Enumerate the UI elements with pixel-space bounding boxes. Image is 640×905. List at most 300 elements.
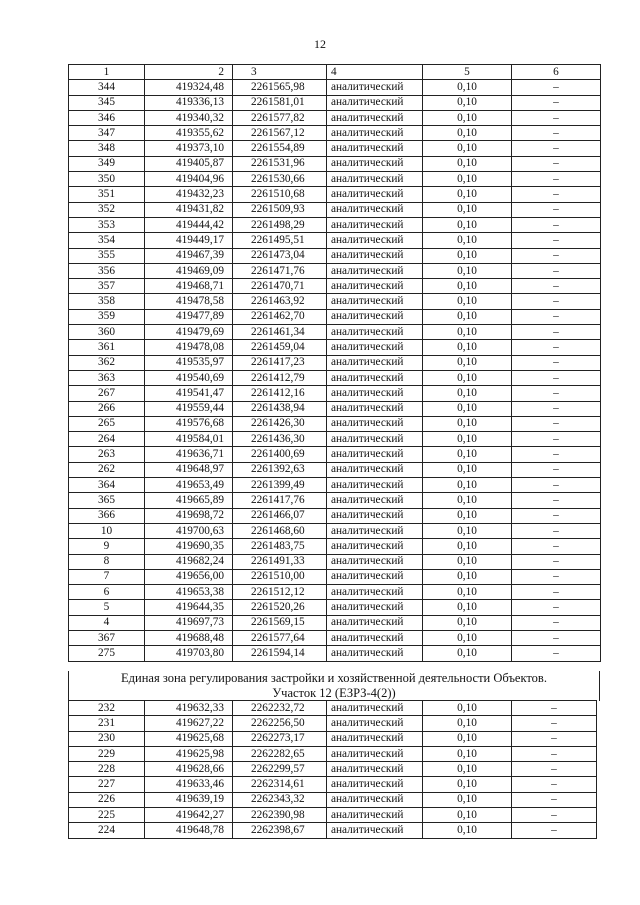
- cell-col-1: 9: [69, 539, 145, 554]
- cell-col-4: аналитический: [327, 386, 423, 401]
- cell-col-2: 419404,96: [145, 172, 233, 187]
- cell-col-6: –: [512, 156, 601, 171]
- cell-col-3: 2261426,30: [233, 416, 327, 431]
- cell-col-2: 419432,23: [145, 187, 233, 202]
- cell-col-6: –: [512, 808, 597, 823]
- cell-col-5: 0,10: [423, 156, 512, 171]
- cell-col-3: 2261495,51: [233, 233, 327, 248]
- cell-col-6: –: [512, 731, 597, 746]
- cell-col-4: аналитический: [327, 110, 423, 125]
- cell-col-5: 0,10: [423, 355, 512, 370]
- cell-col-4: аналитический: [327, 370, 423, 385]
- cell-col-6: –: [512, 172, 601, 187]
- cell-col-5: 0,10: [423, 126, 512, 141]
- cell-col-3: 2261412,79: [233, 370, 327, 385]
- cell-col-6: –: [512, 80, 601, 95]
- cell-col-2: 419469,09: [145, 263, 233, 278]
- cell-col-6: –: [512, 447, 601, 462]
- cell-col-5: 0,10: [423, 823, 512, 838]
- table-row: [69, 493, 601, 508]
- cell-col-2: 419698,72: [145, 508, 233, 523]
- cell-col-1: 232: [69, 701, 145, 716]
- cell-col-4: аналитический: [327, 523, 423, 538]
- table-row: [69, 217, 601, 232]
- cell-col-3: 2261531,96: [233, 156, 327, 171]
- table-row: [69, 248, 601, 263]
- cell-col-3: 2261510,68: [233, 187, 327, 202]
- cell-col-5: 0,10: [423, 762, 512, 777]
- table-row: [69, 462, 601, 477]
- cell-col-5: 0,10: [423, 325, 512, 340]
- cell-col-2: 419703,80: [145, 646, 233, 661]
- cell-col-5: 0,10: [423, 432, 512, 447]
- cell-col-6: –: [512, 248, 601, 263]
- cell-col-3: 2261473,04: [233, 248, 327, 263]
- cell-col-2: 419632,33: [145, 701, 233, 716]
- cell-col-3: 2261461,34: [233, 325, 327, 340]
- cell-col-5: 0,10: [423, 630, 512, 645]
- cell-col-6: –: [512, 539, 601, 554]
- cell-col-5: 0,10: [423, 416, 512, 431]
- cell-col-2: 419697,73: [145, 615, 233, 630]
- table-row: [69, 202, 601, 217]
- cell-col-2: 419690,35: [145, 539, 233, 554]
- cell-col-1: 5: [69, 600, 145, 615]
- table-row: [69, 233, 601, 248]
- cell-col-4: аналитический: [327, 554, 423, 569]
- cell-col-4: аналитический: [327, 233, 423, 248]
- cell-col-1: 364: [69, 478, 145, 493]
- cell-col-2: 419431,82: [145, 202, 233, 217]
- cell-col-6: –: [512, 309, 601, 324]
- cell-col-2: 419340,32: [145, 110, 233, 125]
- cell-col-6: –: [512, 355, 601, 370]
- cell-col-2: 2: [145, 65, 233, 80]
- cell-col-6: –: [512, 370, 601, 385]
- table-row: [69, 762, 597, 777]
- cell-col-3: 2261466,07: [233, 508, 327, 523]
- cell-col-2: 419324,48: [145, 80, 233, 95]
- cell-col-1: 229: [69, 746, 145, 761]
- cell-col-1: 357: [69, 279, 145, 294]
- cell-col-6: –: [512, 701, 597, 716]
- cell-col-2: 419541,47: [145, 386, 233, 401]
- cell-col-5: 0,10: [423, 233, 512, 248]
- cell-col-1: 358: [69, 294, 145, 309]
- cell-col-6: 6: [512, 65, 601, 80]
- cell-col-1: 262: [69, 462, 145, 477]
- cell-col-5: 0,10: [423, 539, 512, 554]
- cell-col-3: 2261462,70: [233, 309, 327, 324]
- cell-col-4: аналитический: [327, 95, 423, 110]
- cell-col-2: 419665,89: [145, 493, 233, 508]
- table-row: [69, 172, 601, 187]
- cell-col-6: –: [512, 217, 601, 232]
- cell-col-2: 419682,24: [145, 554, 233, 569]
- cell-col-1: 267: [69, 386, 145, 401]
- cell-col-2: 419627,22: [145, 716, 233, 731]
- cell-col-3: 2261417,23: [233, 355, 327, 370]
- cell-col-4: аналитический: [327, 808, 423, 823]
- cell-col-1: 367: [69, 630, 145, 645]
- cell-col-5: 0,10: [423, 777, 512, 792]
- cell-col-5: 0,10: [423, 370, 512, 385]
- cell-col-6: –: [512, 523, 601, 538]
- cell-col-3: 2261554,89: [233, 141, 327, 156]
- cell-col-3: 2261463,92: [233, 294, 327, 309]
- table-row: [69, 110, 601, 125]
- cell-col-6: –: [512, 279, 601, 294]
- cell-col-2: 419648,78: [145, 823, 233, 838]
- cell-col-5: 0,10: [423, 615, 512, 630]
- cell-col-1: 352: [69, 202, 145, 217]
- cell-col-6: –: [512, 401, 601, 416]
- cell-col-5: 0,10: [423, 792, 512, 807]
- table-row: [69, 187, 601, 202]
- cell-col-1: 355: [69, 248, 145, 263]
- table-row: [69, 508, 601, 523]
- cell-col-2: 419336,13: [145, 95, 233, 110]
- cell-col-5: 0,10: [423, 701, 512, 716]
- cell-col-6: –: [512, 569, 601, 584]
- cell-col-2: 419628,66: [145, 762, 233, 777]
- header-row: [69, 65, 601, 80]
- cell-col-6: –: [512, 263, 601, 278]
- cell-col-2: 419625,68: [145, 731, 233, 746]
- cell-col-2: 419373,10: [145, 141, 233, 156]
- cell-col-6: –: [512, 386, 601, 401]
- table-row: [69, 746, 597, 761]
- table-row: [69, 777, 597, 792]
- cell-col-3: 2261530,66: [233, 172, 327, 187]
- cell-col-5: 0,10: [423, 523, 512, 538]
- coordinates-table-zone-12: [68, 700, 597, 839]
- cell-col-6: –: [512, 416, 601, 431]
- cell-col-2: 419477,89: [145, 309, 233, 324]
- cell-col-3: 2261459,04: [233, 340, 327, 355]
- cell-col-4: аналитический: [327, 187, 423, 202]
- table-row: [69, 585, 601, 600]
- cell-col-4: аналитический: [327, 416, 423, 431]
- cell-col-1: 263: [69, 447, 145, 462]
- cell-col-1: 6: [69, 585, 145, 600]
- cell-col-3: 2261565,98: [233, 80, 327, 95]
- cell-col-5: 0,10: [423, 716, 512, 731]
- table-row: [69, 340, 601, 355]
- cell-col-5: 0,10: [423, 340, 512, 355]
- cell-col-3: 2261483,75: [233, 539, 327, 554]
- cell-col-2: 419479,69: [145, 325, 233, 340]
- cell-col-1: 345: [69, 95, 145, 110]
- cell-col-5: 0,10: [423, 309, 512, 324]
- cell-col-6: –: [512, 95, 601, 110]
- table-row: [69, 355, 601, 370]
- cell-col-1: 7: [69, 569, 145, 584]
- cell-col-1: 362: [69, 355, 145, 370]
- cell-col-1: 8: [69, 554, 145, 569]
- coordinates-table: [68, 64, 601, 662]
- cell-col-1: 366: [69, 508, 145, 523]
- table-row: [69, 370, 601, 385]
- cell-col-5: 5: [423, 65, 512, 80]
- cell-col-2: 419444,42: [145, 217, 233, 232]
- table-row: [69, 615, 601, 630]
- cell-col-5: 0,10: [423, 401, 512, 416]
- cell-col-6: –: [512, 233, 601, 248]
- cell-col-5: 0,10: [423, 808, 512, 823]
- cell-col-4: аналитический: [327, 462, 423, 477]
- cell-col-3: 2262299,57: [233, 762, 327, 777]
- table-row: [69, 701, 597, 716]
- cell-col-2: 419653,49: [145, 478, 233, 493]
- cell-col-5: 0,10: [423, 600, 512, 615]
- table-row: [69, 325, 601, 340]
- cell-col-3: 2262273,17: [233, 731, 327, 746]
- cell-col-6: –: [512, 294, 601, 309]
- table-row: [69, 447, 601, 462]
- cell-col-4: аналитический: [327, 447, 423, 462]
- cell-col-4: аналитический: [327, 156, 423, 171]
- cell-col-6: –: [512, 126, 601, 141]
- cell-col-4: аналитический: [327, 263, 423, 278]
- zone-subtitle: Участок 12 (ЕЗРЗ-4(2)): [272, 686, 396, 700]
- cell-col-3: 2261577,64: [233, 630, 327, 645]
- cell-col-3: 2261470,71: [233, 279, 327, 294]
- cell-col-3: 2262232,72: [233, 701, 327, 716]
- cell-col-5: 0,10: [423, 508, 512, 523]
- cell-col-1: 351: [69, 187, 145, 202]
- cell-col-4: аналитический: [327, 294, 423, 309]
- cell-col-2: 419688,48: [145, 630, 233, 645]
- cell-col-1: 265: [69, 416, 145, 431]
- cell-col-2: 419355,62: [145, 126, 233, 141]
- cell-col-4: аналитический: [327, 630, 423, 645]
- cell-col-2: 419625,98: [145, 746, 233, 761]
- cell-col-3: 2261569,15: [233, 615, 327, 630]
- cell-col-6: –: [512, 585, 601, 600]
- cell-col-1: 346: [69, 110, 145, 125]
- cell-col-1: 365: [69, 493, 145, 508]
- table-row: [69, 156, 601, 171]
- table-row: [69, 279, 601, 294]
- cell-col-1: 275: [69, 646, 145, 661]
- cell-col-3: 2261399,49: [233, 478, 327, 493]
- cell-col-4: аналитический: [327, 80, 423, 95]
- cell-col-4: аналитический: [327, 279, 423, 294]
- cell-col-1: 1: [69, 65, 145, 80]
- cell-col-1: 230: [69, 731, 145, 746]
- cell-col-1: 356: [69, 263, 145, 278]
- cell-col-6: –: [512, 630, 601, 645]
- table-row: [69, 95, 601, 110]
- cell-col-1: 266: [69, 401, 145, 416]
- cell-col-5: 0,10: [423, 493, 512, 508]
- cell-col-5: 0,10: [423, 263, 512, 278]
- cell-col-1: 10: [69, 523, 145, 538]
- cell-col-5: 0,10: [423, 569, 512, 584]
- cell-col-2: 419648,97: [145, 462, 233, 477]
- cell-col-4: аналитический: [327, 746, 423, 761]
- cell-col-2: 419468,71: [145, 279, 233, 294]
- cell-col-2: 419478,08: [145, 340, 233, 355]
- cell-col-4: 4: [327, 65, 423, 80]
- cell-col-4: аналитический: [327, 126, 423, 141]
- cell-col-3: 2261417,76: [233, 493, 327, 508]
- cell-col-4: аналитический: [327, 615, 423, 630]
- cell-col-3: 2262398,67: [233, 823, 327, 838]
- table-row: [69, 523, 601, 538]
- cell-col-6: –: [512, 716, 597, 731]
- cell-col-1: 344: [69, 80, 145, 95]
- table-row: [69, 309, 601, 324]
- cell-col-3: 2261509,93: [233, 202, 327, 217]
- cell-col-3: 2261594,14: [233, 646, 327, 661]
- cell-col-2: 419584,01: [145, 432, 233, 447]
- cell-col-3: 2262314,61: [233, 777, 327, 792]
- table-row: [69, 401, 601, 416]
- cell-col-4: аналитический: [327, 309, 423, 324]
- cell-col-2: 419540,69: [145, 370, 233, 385]
- table-row: [69, 80, 601, 95]
- cell-col-2: 419449,17: [145, 233, 233, 248]
- table-row: [69, 478, 601, 493]
- cell-col-2: 419636,71: [145, 447, 233, 462]
- cell-col-4: аналитический: [327, 432, 423, 447]
- cell-col-3: 2262256,50: [233, 716, 327, 731]
- cell-col-1: 359: [69, 309, 145, 324]
- cell-col-2: 419633,46: [145, 777, 233, 792]
- cell-col-3: 2261471,76: [233, 263, 327, 278]
- cell-col-3: 2261438,94: [233, 401, 327, 416]
- table-row: [69, 432, 601, 447]
- cell-col-4: аналитический: [327, 569, 423, 584]
- cell-col-6: –: [512, 600, 601, 615]
- cell-col-1: 353: [69, 217, 145, 232]
- cell-col-2: 419576,68: [145, 416, 233, 431]
- cell-col-6: –: [512, 187, 601, 202]
- cell-col-3: 2261581,01: [233, 95, 327, 110]
- cell-col-4: аналитический: [327, 792, 423, 807]
- table-row: [69, 126, 601, 141]
- cell-col-4: аналитический: [327, 823, 423, 838]
- cell-col-2: 419535,97: [145, 355, 233, 370]
- cell-col-5: 0,10: [423, 554, 512, 569]
- cell-col-4: аналитический: [327, 325, 423, 340]
- cell-col-6: –: [512, 508, 601, 523]
- cell-col-6: –: [512, 746, 597, 761]
- cell-col-3: 2261436,30: [233, 432, 327, 447]
- cell-col-3: 2261520,26: [233, 600, 327, 615]
- cell-col-2: 419478,58: [145, 294, 233, 309]
- cell-col-1: 225: [69, 808, 145, 823]
- cell-col-3: 3: [233, 65, 327, 80]
- cell-col-1: 228: [69, 762, 145, 777]
- cell-col-3: 2262343,32: [233, 792, 327, 807]
- cell-col-4: аналитический: [327, 731, 423, 746]
- cell-col-4: аналитический: [327, 777, 423, 792]
- cell-col-2: 419644,35: [145, 600, 233, 615]
- cell-col-2: 419559,44: [145, 401, 233, 416]
- cell-col-1: 347: [69, 126, 145, 141]
- cell-col-6: –: [512, 141, 601, 156]
- cell-col-1: 231: [69, 716, 145, 731]
- cell-col-5: 0,10: [423, 646, 512, 661]
- table-row: [69, 823, 597, 838]
- cell-col-3: 2262390,98: [233, 808, 327, 823]
- cell-col-1: 224: [69, 823, 145, 838]
- table-row: [69, 630, 601, 645]
- cell-col-6: –: [512, 110, 601, 125]
- cell-col-2: 419405,87: [145, 156, 233, 171]
- cell-col-5: 0,10: [423, 746, 512, 761]
- table-row: [69, 731, 597, 746]
- table-row: [69, 554, 601, 569]
- cell-col-5: 0,10: [423, 172, 512, 187]
- table-row: [69, 569, 601, 584]
- cell-col-5: 0,10: [423, 585, 512, 600]
- cell-col-1: 227: [69, 777, 145, 792]
- cell-col-3: 2261567,12: [233, 126, 327, 141]
- cell-col-4: аналитический: [327, 585, 423, 600]
- cell-col-6: –: [512, 493, 601, 508]
- cell-col-6: –: [512, 615, 601, 630]
- cell-col-3: 2262282,65: [233, 746, 327, 761]
- table-row: [69, 646, 601, 661]
- cell-col-4: аналитический: [327, 217, 423, 232]
- cell-col-1: 363: [69, 370, 145, 385]
- cell-col-4: аналитический: [327, 202, 423, 217]
- table-row: [69, 808, 597, 823]
- cell-col-3: 2261468,60: [233, 523, 327, 538]
- cell-col-3: 2261400,69: [233, 447, 327, 462]
- cell-col-5: 0,10: [423, 95, 512, 110]
- table-row: [69, 600, 601, 615]
- cell-col-1: 361: [69, 340, 145, 355]
- cell-col-5: 0,10: [423, 386, 512, 401]
- cell-col-6: –: [512, 202, 601, 217]
- cell-col-4: аналитический: [327, 493, 423, 508]
- cell-col-2: 419700,63: [145, 523, 233, 538]
- zone-section-header: [68, 671, 600, 701]
- cell-col-4: аналитический: [327, 248, 423, 263]
- cell-col-4: аналитический: [327, 701, 423, 716]
- cell-col-1: 264: [69, 432, 145, 447]
- cell-col-4: аналитический: [327, 355, 423, 370]
- zone-title: Единая зона регулирования застройки и хозяйственной деятельности Объектов.: [121, 671, 547, 685]
- cell-col-4: аналитический: [327, 646, 423, 661]
- cell-col-2: 419639,19: [145, 792, 233, 807]
- cell-col-4: аналитический: [327, 508, 423, 523]
- cell-col-6: –: [512, 554, 601, 569]
- cell-col-5: 0,10: [423, 202, 512, 217]
- cell-col-1: 354: [69, 233, 145, 248]
- cell-col-4: аналитический: [327, 716, 423, 731]
- cell-col-6: –: [512, 478, 601, 493]
- cell-col-3: 2261392,63: [233, 462, 327, 477]
- cell-col-1: 350: [69, 172, 145, 187]
- cell-col-3: 2261512,12: [233, 585, 327, 600]
- cell-col-4: аналитический: [327, 172, 423, 187]
- cell-col-5: 0,10: [423, 731, 512, 746]
- cell-col-6: –: [512, 462, 601, 477]
- cell-col-4: аналитический: [327, 478, 423, 493]
- cell-col-5: 0,10: [423, 279, 512, 294]
- table-row: [69, 792, 597, 807]
- cell-col-1: 348: [69, 141, 145, 156]
- cell-col-2: 419653,38: [145, 585, 233, 600]
- cell-col-3: 2261412,16: [233, 386, 327, 401]
- table-row: [69, 386, 601, 401]
